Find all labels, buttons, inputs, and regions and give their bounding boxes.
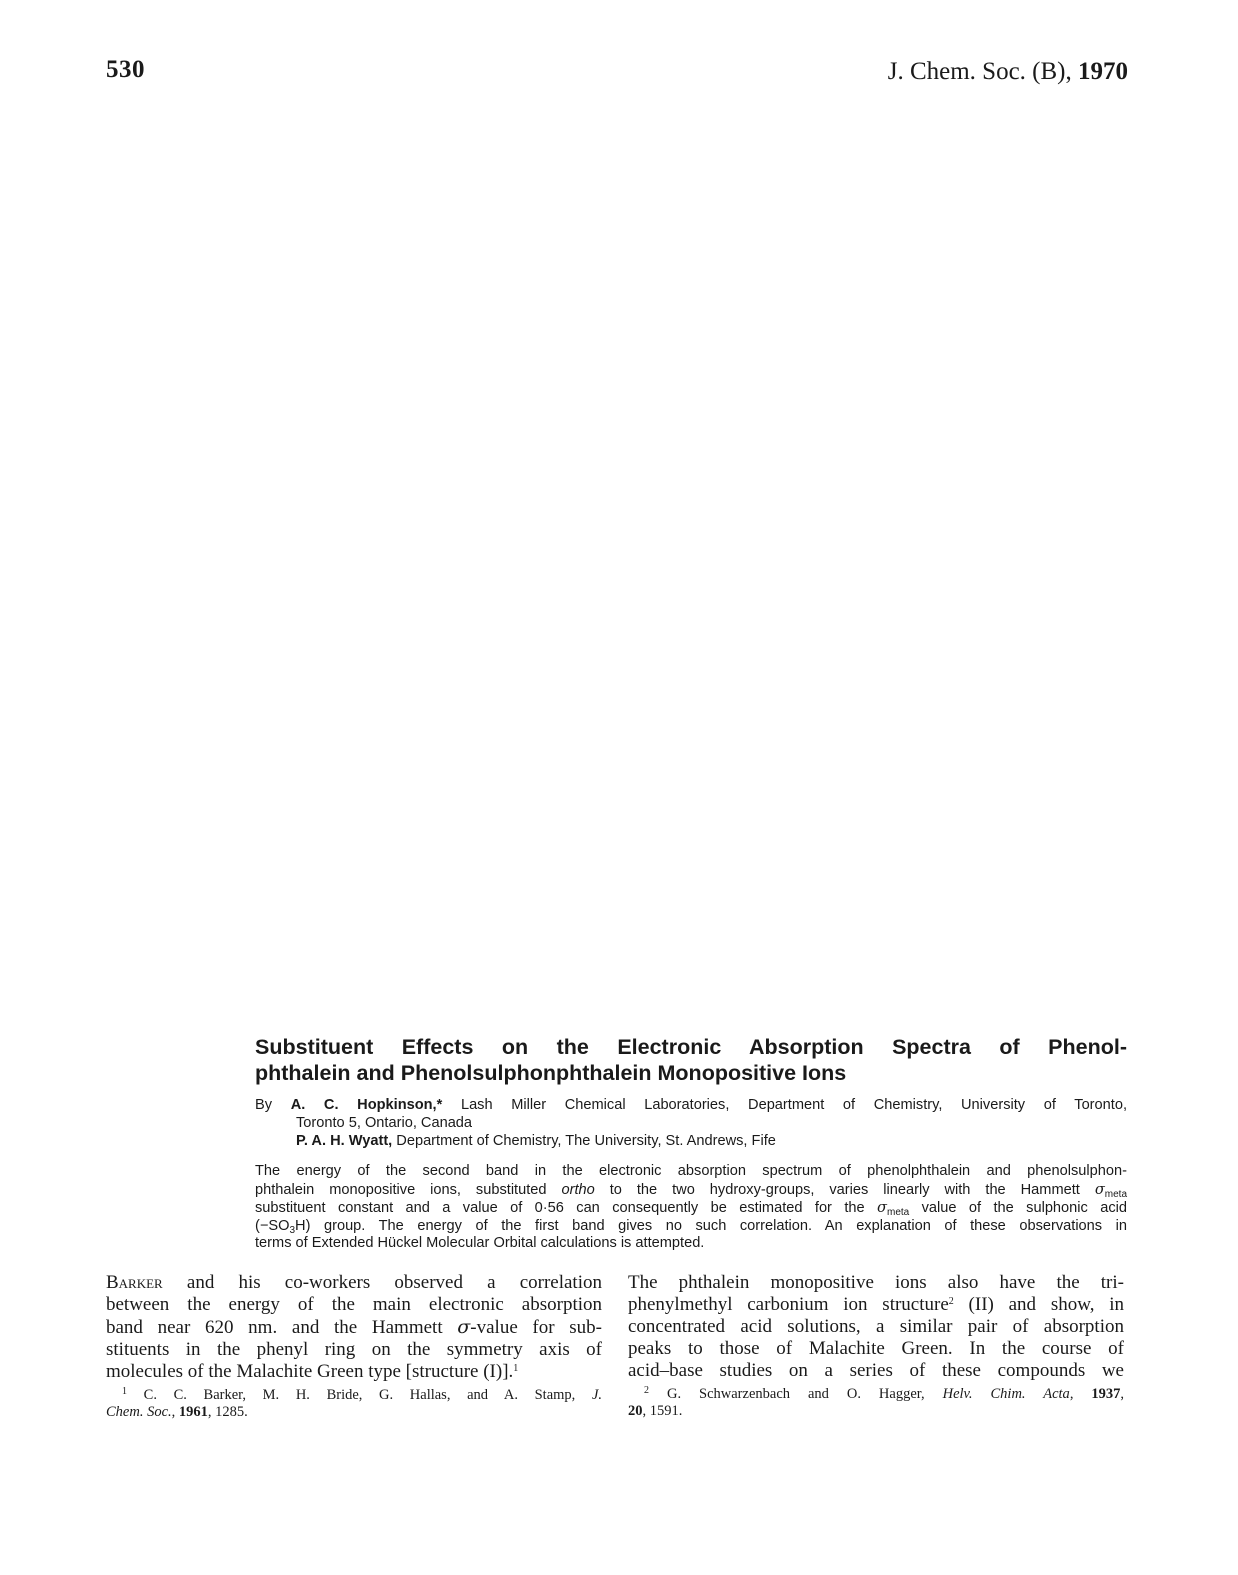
journal-name: J. Chem. Soc. (B),	[887, 58, 1072, 85]
abstract-text: phthalein monopositive ions, substituted	[255, 1181, 547, 1198]
abstract-text: H) group. The energy of the first band gives no such correlation. An explanation of these observations in	[295, 1217, 1127, 1234]
sigma-symbol: σ	[877, 1199, 887, 1216]
abstract-text: value of the sulphonic acid	[921, 1200, 1127, 1216]
body-line: concentrated acid solutions, a similar pair of absorption	[628, 1316, 1124, 1337]
byline-line-1	[255, 1096, 1127, 1114]
reference-marker-1: 1	[513, 1363, 519, 1374]
title-line-1: Substituent Effects on the Electronic Absorption Spectra of Phenol-	[255, 1035, 1127, 1059]
footnote-text: , 1285.	[207, 1404, 248, 1420]
body-text: (II) and show, in	[953, 1294, 1124, 1315]
footnote-year: 1937	[1091, 1386, 1121, 1402]
author-hopkinson: A. C. Hopkinson,*	[290, 1097, 443, 1113]
footnote-text: ,	[171, 1404, 179, 1420]
footnote-text: ,	[1069, 1386, 1092, 1402]
byline-line-3	[255, 1132, 1127, 1150]
body-line: stituents in the phenyl ring on the symmetry axis of	[106, 1339, 602, 1360]
footnote-year: 1961	[178, 1404, 208, 1420]
body-line	[628, 1294, 1124, 1316]
footnote-italic: J.	[591, 1387, 603, 1403]
body-line: between the energy of the main electronic absorption	[106, 1294, 602, 1315]
abstract-line: The energy of the second band in the electronic absorption spectrum of phenolphthalein and phenolsulphon-	[255, 1163, 1127, 1179]
footnote-text: G. Schwarzenbach and O. Hagger,	[666, 1386, 925, 1402]
abstract	[255, 1163, 1127, 1253]
footnote-1	[106, 1387, 602, 1421]
footnote-volume: 20	[628, 1403, 643, 1419]
body-line	[106, 1316, 602, 1339]
meta-subscript: meta	[886, 1207, 910, 1218]
title-line-2: phthalein and Phenolsulphonphthalein Monopositive Ions	[255, 1061, 847, 1085]
article-title	[255, 1034, 1127, 1086]
body-text: -value for sub-	[470, 1317, 602, 1338]
footnote-text: ,	[1120, 1386, 1125, 1402]
body-line: The phthalein monopositive ions also have the tri-	[628, 1272, 1124, 1293]
footnote-text: , 1591.	[642, 1403, 683, 1419]
author-small-caps: Barker	[106, 1272, 163, 1293]
body-text: molecules of the Malachite Green type [structure (I)].	[106, 1361, 514, 1382]
sigma-symbol: σ	[457, 1316, 471, 1338]
abstract-line	[255, 1218, 1127, 1236]
body-text: band near 620 nm. and the Hammett	[106, 1317, 443, 1338]
body-text: and his co-workers observed a correlation	[162, 1272, 602, 1293]
footnote-line	[106, 1387, 602, 1404]
by-label: By	[255, 1097, 273, 1113]
journal-header	[888, 58, 1128, 86]
abstract-italic-ortho: ortho	[561, 1181, 595, 1198]
footnote-number: 2	[644, 1385, 649, 1396]
body-column-right	[628, 1272, 1124, 1420]
body-column-left	[106, 1272, 602, 1421]
affiliation-st-andrews: Department of Chemistry, The University, St. Andrews, Fife	[396, 1133, 776, 1149]
byline	[255, 1096, 1127, 1150]
footnote-line	[628, 1386, 1124, 1403]
journal-year: 1970	[1078, 58, 1128, 85]
footnote-line	[106, 1404, 602, 1421]
reference-marker-2: 2	[948, 1296, 954, 1307]
footnote-number: 1	[122, 1386, 127, 1397]
abstract-text: substituent constant and a value of 0·56 can consequently be estimated for the	[255, 1200, 865, 1216]
byline-line-2: Toronto 5, Ontario, Canada	[296, 1115, 473, 1131]
footnote-text: C. C. Barker, M. H. Bride, G. Hallas, and A. Stamp,	[143, 1387, 576, 1403]
footnote-line	[628, 1403, 1124, 1420]
meta-subscript: meta	[1104, 1188, 1128, 1200]
footnote-italic: Chem. Soc.	[106, 1404, 172, 1420]
abstract-text: to the two hydroxy-groups, varies linearly with the Hammett	[609, 1181, 1080, 1198]
body-line: peaks to those of Malachite Green. In the course of	[628, 1338, 1124, 1359]
body-line	[106, 1272, 602, 1294]
subscript-3: 3	[289, 1224, 296, 1236]
abstract-line: terms of Extended Hückel Molecular Orbital calculations is attempted.	[255, 1235, 705, 1251]
abstract-line	[255, 1181, 1127, 1200]
footnote-italic: Helv. Chim. Acta	[942, 1386, 1070, 1402]
body-line: acid–base studies on a series of these compounds we	[628, 1360, 1124, 1381]
body-text: phenylmethyl carbonium ion structure	[628, 1294, 949, 1315]
affiliation-toronto: Lash Miller Chemical Laboratories, Department of Chemistry, University of Toronto,	[460, 1097, 1128, 1113]
abstract-line	[255, 1199, 1127, 1218]
page-number: 530	[106, 56, 145, 83]
author-wyatt: P. A. H. Wyatt,	[296, 1133, 393, 1149]
abstract-text: (−SO	[255, 1217, 290, 1234]
body-line	[106, 1361, 602, 1383]
footnote-2	[628, 1386, 1124, 1420]
sigma-symbol: σ	[1094, 1180, 1105, 1198]
